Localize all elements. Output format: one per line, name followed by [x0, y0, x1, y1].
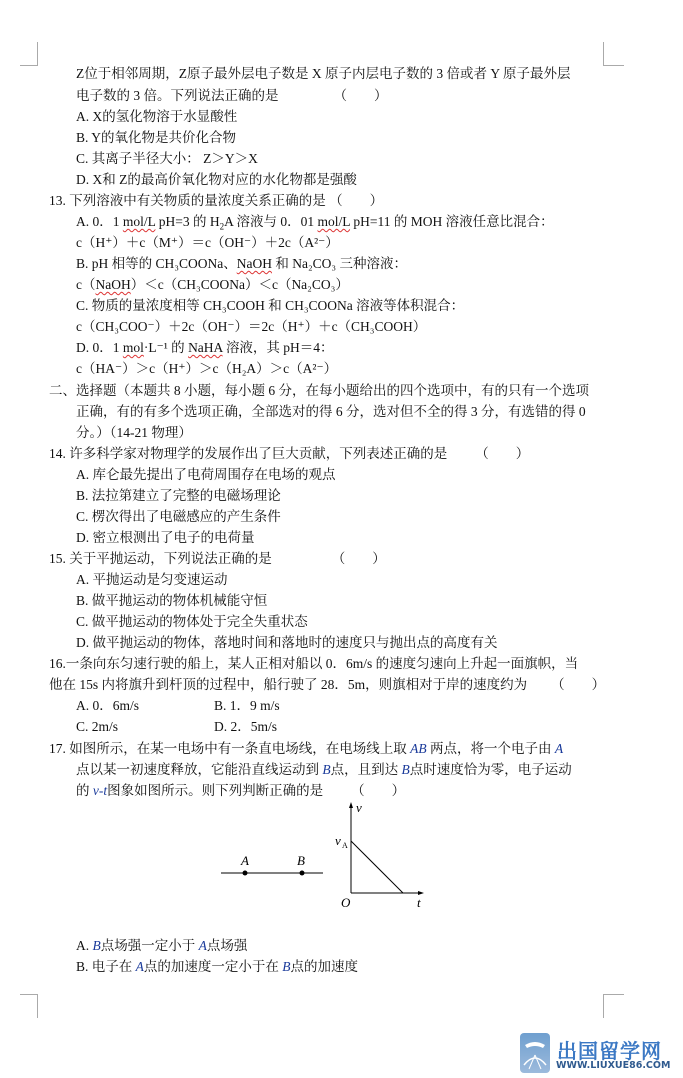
q15-option-d: D. 做平抛运动的物体，落地时间和落地时的速度只与抛出点的高度有关: [76, 635, 498, 650]
q13-b-eq-1: c（: [76, 277, 96, 292]
q13-option-c: C. 物质的量浓度相等 CH₃COOH 和 CH₃COONa 溶液等体积混合：: [76, 298, 465, 313]
q13-d-text-3: 溶液，其 pH＝4：: [222, 340, 334, 355]
q15-stem-text: 关于平抛运动，下列说法正确的是: [69, 551, 272, 566]
q16-option-d: D. 2．5m/s: [214, 719, 278, 734]
q13-c-equation: c（CH₃COO⁻）＋2c（OH⁻）＝2c（H⁺）＋c（CH₃COOH）: [76, 319, 427, 334]
q13-d-text-2: ·L⁻¹ 的: [143, 340, 189, 355]
label-va: v: [335, 833, 341, 848]
q13-stem: [49, 191, 383, 211]
q13-a-unit-1: mol/L: [122, 214, 156, 229]
q13-b-text-1: B. pH 相等的 CH₃COONa、: [76, 256, 237, 271]
q17-a-b: B: [92, 938, 101, 953]
q17-a-text-2: 点场强一定小于: [100, 938, 199, 953]
field-line-diagram: [221, 853, 323, 876]
vt-graph: [335, 800, 424, 908]
q12-answer-paren: （ ）: [333, 88, 388, 103]
q15-option-a: A. 平抛运动是匀变速运动: [76, 572, 228, 587]
q13-answer-paren: （ ）: [329, 193, 384, 208]
page-corner-mark-bottom-left: [20, 994, 38, 1018]
q13-a-text-2: pH=3 的 H: [155, 214, 220, 229]
watermark-logo: [520, 1031, 683, 1076]
q16-stem-line1: [49, 654, 578, 674]
section2-heading-line2: 正确，有的有多个选项正确，全部选对的得 6 分，选对但不全的得 3 分，有选错的得 0: [76, 404, 586, 419]
label-va-subscript: A: [342, 841, 348, 850]
q17-ab: AB: [410, 741, 427, 756]
q17-figure: [215, 798, 425, 908]
q14-option-a: A. 库仑最先提出了电荷周围存在电场的观点: [76, 467, 336, 482]
q14-option-c: C. 楞次得出了电磁感应的产生条件: [76, 509, 281, 524]
q16-stem-text-1: 一条向东匀速行驶的船上，某人正相对船以 0．6m/s 的速度匀速向上升起一面旗帜，当: [65, 656, 579, 671]
q13-b-eq-2: ）＜c（CH₃COONa）＜c（Na₂CO₃）: [130, 277, 349, 292]
q17-text-4: 点，且到达: [330, 762, 402, 777]
q13-option-a: [76, 212, 554, 232]
q13-b-text-2: 和 Na₂CO₃ 三种溶液：: [271, 256, 408, 271]
q13-a-text-3: A 溶液与 0．01: [224, 214, 318, 229]
q16-option-c: C. 2m/s: [76, 719, 119, 734]
q13-b-naoh: NaOH: [236, 256, 272, 271]
q13-d-text-1: D. 0．1: [76, 340, 123, 355]
q13-a-equation: c（H⁺）＋c（M⁺）＝c（OH⁻）＋2c（A²⁻）: [76, 235, 339, 250]
q17-b-a: A: [135, 959, 144, 974]
q15-number: 15.: [49, 551, 66, 566]
q17-a: A: [554, 741, 564, 756]
q17-stem-line2: [76, 760, 572, 780]
q13-a-unit-2: mol/L: [317, 214, 351, 229]
q13-b-eq-naoh: NaOH: [95, 277, 131, 292]
q17-a-a: A: [198, 938, 207, 953]
q12-stem-text: 电子数的 3 倍。下列说法正确的是: [76, 88, 279, 103]
q16-options-row2: [76, 717, 376, 737]
q13-number: 13.: [49, 193, 66, 208]
point-b: [300, 871, 305, 876]
graduation-cap-icon: [520, 1033, 550, 1073]
label-t: t: [417, 895, 421, 908]
label-v: v: [356, 800, 362, 815]
q13-d-unit: mol: [122, 340, 144, 355]
q15-option-c: C. 做平抛运动的物体处于完全失重状态: [76, 614, 308, 629]
q13-option-b: [76, 254, 407, 274]
q17-b-text-3: 点的加速度: [290, 959, 359, 974]
q17-answer-paren: （ ）: [351, 783, 406, 798]
q13-b-equation: [76, 275, 349, 295]
label-b: B: [297, 853, 305, 868]
q17-text-3: 点以某一初速度释放，它能沿直线运动到: [76, 762, 323, 777]
q12-option-a: A. X的氢化物溶于水显酸性: [76, 109, 238, 124]
q14-answer-paren: （ ）: [475, 446, 530, 461]
q17-number: 17.: [49, 741, 66, 756]
section2-heading-line1: 二、选择题（本题共 8 小题，每小题 6 分，在每小题给出的四个选项中，有的只有一个选项: [49, 383, 589, 398]
watermark-url: WWW.LIUXUE86.COM: [556, 1060, 671, 1071]
q17-option-b: [76, 957, 358, 977]
q16-answer-paren: （ ）: [551, 677, 606, 692]
q17-text-1: 如图所示，在某一电场中有一条直电场线，在电场线上取: [69, 741, 411, 756]
q17-vt: v-t: [92, 783, 108, 798]
q14-number: 14.: [49, 446, 66, 461]
q16-option-a: A. 0．6m/s: [76, 698, 140, 713]
q14-option-b: B. 法拉第建立了完整的电磁场理论: [76, 488, 281, 503]
q16-options-row1: [76, 696, 376, 716]
page-corner-mark-bottom-right: [603, 994, 624, 1018]
q16-stem-text-2: 他在 15s 内将旗升到杆顶的过程中，船行驶了 28．5m，则旗相对于岸的速度约为: [49, 677, 528, 692]
q13-a-text-4: pH=11 的 MOH 溶液任意比混合：: [350, 214, 554, 229]
q13-a-subscript: 2: [219, 221, 225, 232]
q13-a-text-1: A. 0．1: [76, 214, 123, 229]
q12-option-d: D. X和 Z的最高价氧化物对应的水化物都是强酸: [76, 172, 357, 187]
q17-a-text-3: 点场强: [206, 938, 248, 953]
q16-option-b: B. 1．9 m/s: [214, 698, 280, 713]
page-corner-mark-top-right: [603, 42, 624, 66]
q17-b-b: B: [282, 959, 291, 974]
q12-option-c: C. 其离子半径大小： Z＞Y＞X: [76, 151, 258, 166]
q16-stem-line2: [49, 675, 605, 695]
q14-stem-text: 许多科学家对物理学的发展作出了巨大贡献，下列表述正确的是: [69, 446, 448, 461]
q13-stem-text: 下列溶液中有关物质的量浓度关系正确的是: [69, 193, 326, 208]
q17-stem-line1: [49, 739, 563, 759]
q17-b-1: B: [322, 762, 331, 777]
watermark-name: 出国留学网: [557, 1039, 662, 1063]
q17-b-2: B: [401, 762, 410, 777]
page-corner-mark-top-left: [20, 42, 38, 66]
q17-option-a: [76, 936, 247, 956]
q17-text-7: 图象如图所示。则下列判断正确的是: [107, 783, 324, 798]
q15-answer-paren: （ ）: [331, 551, 386, 566]
section2-heading-line3: 分。）（14-21 物理）: [76, 425, 192, 440]
q13-d-naha: NaHA: [188, 340, 223, 355]
q15-stem: [49, 549, 386, 569]
q15-option-b: B. 做平抛运动的物体机械能守恒: [76, 593, 268, 608]
q13-d-equation: c（HA⁻）＞c（H⁺）＞c（H₂A）＞c（A²⁻）: [76, 361, 338, 376]
q17-a-text-1: A.: [76, 938, 93, 953]
q17-text-5: 点时速度恰为零，电子运动: [409, 762, 572, 777]
q12-stem-line1: Z位于相邻周期，Z原子最外层电子数是 X 原子内层电子数的 3 倍或者 Y 原子最外层: [76, 66, 571, 81]
q17-b-text-2: 点的加速度一定小于在: [143, 959, 283, 974]
q13-option-d: [76, 338, 334, 358]
label-a: A: [241, 853, 249, 868]
v-axis-arrow-icon: [349, 802, 353, 808]
q16-number: 16.: [49, 656, 66, 671]
point-a: [243, 871, 248, 876]
q17-b-text-1: B. 电子在: [76, 959, 136, 974]
q17-text-2: 两点，将一个电子由: [426, 741, 555, 756]
velocity-line: [351, 841, 403, 893]
q12-option-b: B. Y的氧化物是共价化合物: [76, 130, 237, 145]
label-origin: O: [341, 895, 351, 908]
q14-stem: [49, 444, 529, 464]
q17-text-6: 的: [76, 783, 93, 798]
q12-stem-line2: [76, 86, 388, 106]
q14-option-d: D. 密立根测出了电子的电荷量: [76, 530, 255, 545]
